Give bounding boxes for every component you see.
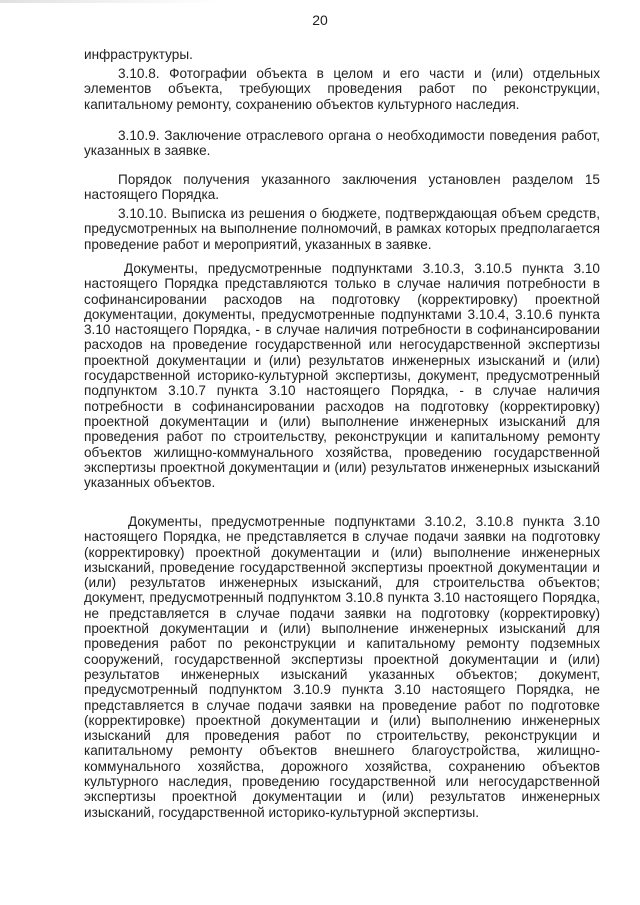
page-number: 20 <box>312 12 328 28</box>
paragraph-text: 3.10.8. Фотографии объекта в целом и его части и (или) отдельных элементов объекта, требующих проведения работ по реконструкции, капитальному ремонту, сохранению объектов культурного наследия. <box>84 66 600 112</box>
paragraph-text: Порядок получения указанного заключения установлен разделом 15 настоящего Порядка. <box>84 172 600 203</box>
paragraph-text: инфраструктуры. <box>84 47 193 62</box>
scan-artifact <box>0 0 220 3</box>
paragraph-documents-first <box>84 261 600 490</box>
paragraph-text: Документы, предусмотренные подпунктами 3.10.2, 3.10.8 пункта 3.10 настоящего Порядка, не представляется в случае подачи заявки на подготовку (корректировку) проектной документации и (или) выполнение инженерных изысканий, проведение государственной экспертизы проектной документации и (или) результатов инженерных изысканий, для строительства объектов; документ, предусмотренный подпунктом 3.10.8 пункта 3.10 настоящего Порядка, не представляется в случае подачи заявки на подготовку (корректировку) проектной документации и (или) выполнение инженерных изысканий для проведения работ по реконструкции и капитальному ремонту подземных сооружений, государственной экспертизы проектной документации и (или) результатов инженерных изысканий указанных объектов; документ, предусмотренный подпунктом 3.10.9 пункта 3.10 настоящего Порядка, не представляется в случае подачи заявки на проведение работ по подготовке (корректировке) проектной документации и (или) выполнению инженерных изысканий для проведения работ по строительству, реконструкции и капитальному ремонту объектов внешнего благоустройства, жилищно-коммунального хозяйства, дорожного хозяйства, сохранению объектов культурного наследия, проведению государственной или негосударственной экспертизы проектной документации и (или) результатов инженерных изысканий, государственной историко-культурной экспертизы. <box>84 514 600 820</box>
paragraph-conclusion-order <box>84 172 600 203</box>
paragraph-3-10-9 <box>84 128 600 159</box>
paragraph-text: 3.10.10. Выписка из решения о бюджете, подтверждающая объем средств, предусмотренных на выполнение полномочий, в рамках которых предполагается проведение работ и мероприятий, указанных в заявке. <box>84 206 600 252</box>
paragraph-documents-second <box>84 514 600 820</box>
paragraph-infrastructure-ending <box>84 47 600 62</box>
paragraph-text: Документы, предусмотренные подпунктами 3.10.3, 3.10.5 пункта 3.10 настоящего Порядка представляются только в случае наличия потребности в софинансировании расходов на подготовку (корректировку) проектной документации, документы, предусмотренные подпунктами 3.10.4, 3.10.6 пункта 3.10 настоящего Порядка, - в случае наличия потребности в софинансировании расходов на проведение государственной или негосударственной экспертизы проектной документации и (или) результатов инженерных изысканий и (или) государственной историко-культурной экспертизы, документ, предусмотренный подпунктом 3.10.7 пункта 3.10 настоящего Порядка, - в случае наличия потребности в софинансировании расходов на подготовку (корректировку) проектной документации и (или) выполнение инженерных изысканий для проведения работ по строительству, реконструкции и капитальному ремонту объектов жилищно-коммунального хозяйства, проведению государственной экспертизы проектной документации и (или) результатов инженерных изысканий указанных объектов. <box>84 261 600 491</box>
paragraph-3-10-8 <box>84 66 600 112</box>
paragraph-3-10-10 <box>84 206 600 252</box>
paragraph-text: 3.10.9. Заключение отраслевого органа о необходимости поведения работ, указанных в заявке. <box>84 128 600 159</box>
